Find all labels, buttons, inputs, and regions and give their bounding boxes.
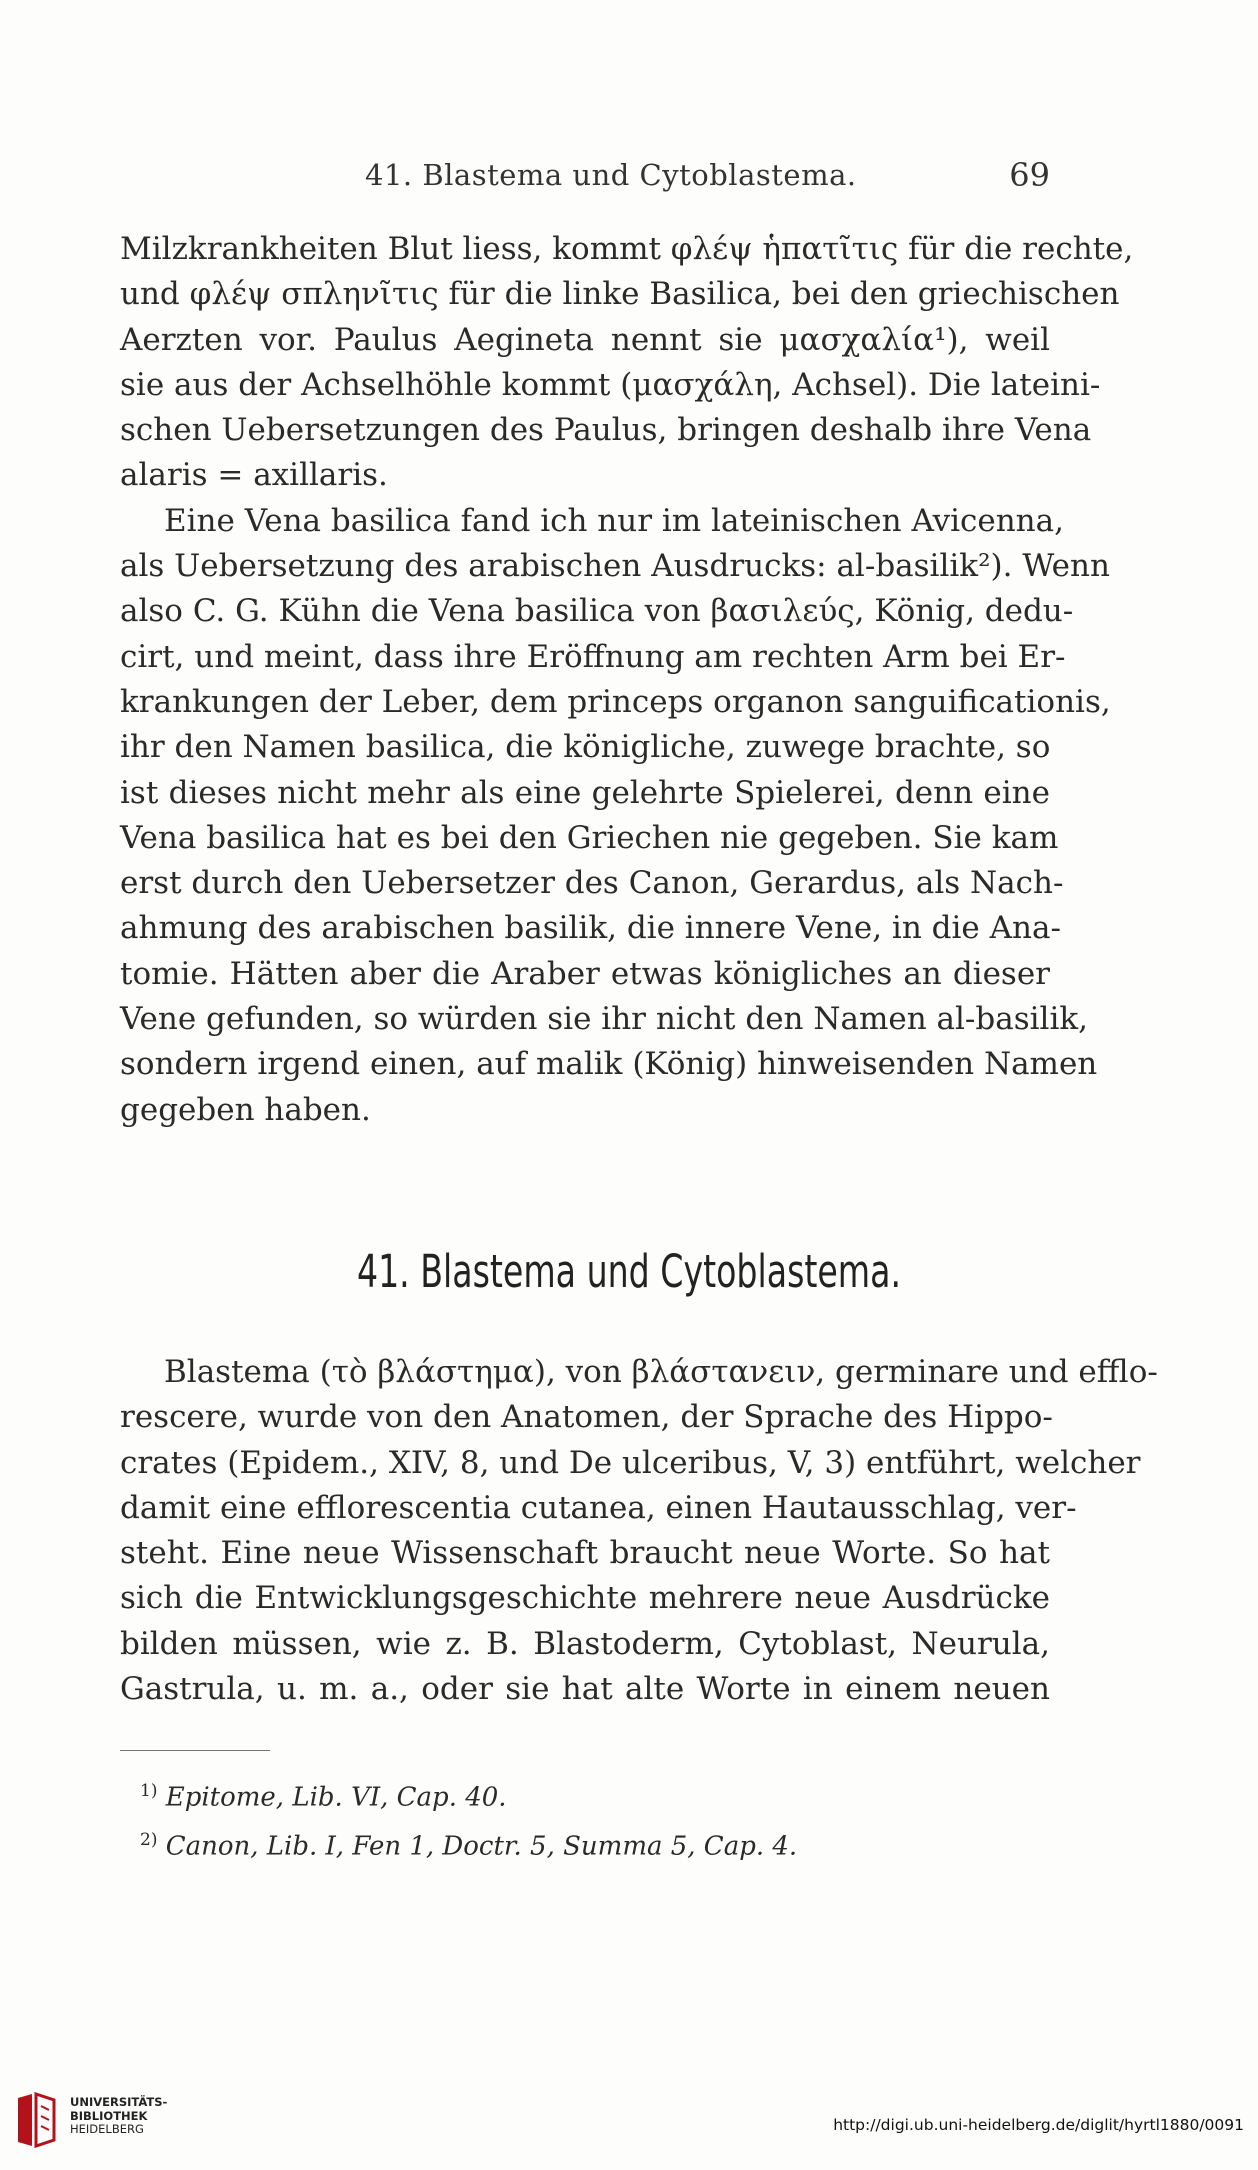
text-line: Vene gefunden, so würden sie ihr nicht den Namen al-basilik, — [120, 1001, 1089, 1038]
footnote-text: Epitome, Lib. VI, Cap. 40. — [165, 1782, 507, 1813]
logo-line: HEIDELBERG — [70, 2122, 144, 2136]
text-line: sondern irgend einen, auf malik (König) hinweisenden Namen — [120, 1046, 1098, 1083]
text-line: steht. Eine neue Wissenschaft braucht neue Worte. So hat — [120, 1535, 1050, 1572]
text-line: alaris = axillaris. — [120, 457, 388, 494]
footnotes — [140, 1770, 940, 1867]
text-line: bilden müssen, wie z. B. Blastoderm, Cytoblast, Neurula, — [120, 1625, 1050, 1662]
text-line: crates (Epidem., XIV, 8, und De ulceribus, V, 3) entführt, welcher — [120, 1444, 1141, 1481]
text-line: Blastema (τὸ βλάστημα), von βλάστανειν, germinare und efflo- — [164, 1354, 1158, 1390]
library-logo[interactable] — [12, 2090, 168, 2160]
text-line: Vena basilica hat es bei den Griechen nie gegeben. Sie kam — [120, 819, 1059, 856]
text-line: sie aus der Achselhöhle kommt (μασχάλη, Achsel). Die lateini- — [120, 366, 1101, 403]
text-line: erst durch den Uebersetzer des Canon, Gerardus, als Nach- — [120, 865, 1064, 902]
text-line: schen Uebersetzungen des Paulus, bringen deshalb ihre Vena — [120, 412, 1092, 449]
text-line: tomie. Hätten aber die Araber etwas königliches an dieser — [120, 955, 1050, 992]
text-line: also C. G. Kühn die Vena basilica von βασιλεύς, König, dedu- — [120, 593, 1074, 630]
text-line: ahmung des arabischen basilik, die innere Vene, in die Ana- — [120, 910, 1061, 947]
footnote — [140, 1770, 940, 1819]
text-line: gegeben haben. — [120, 1091, 371, 1128]
library-footer — [0, 2080, 1258, 2170]
text-line: krankungen der Leber, dem princeps organon sanguificationis, — [120, 683, 1111, 720]
text-line: damit eine efflorescentia cutanea, einen Hautausschlag, ver- — [120, 1489, 1077, 1526]
footnote-mark: 2) — [140, 1829, 158, 1850]
text-line: Aerzten vor. Paulus Aegineta nennt sie μασχαλία¹), weil — [120, 321, 1050, 358]
text-line: Milzkrankheiten Blut liess, kommt φλέψ ἡπατῖτις für die rechte, — [120, 231, 1134, 267]
logo-line: BIBLIOTHEK — [70, 2108, 148, 2123]
running-head-title: 41. Blastema und Cytoblastema. — [365, 158, 857, 192]
footnote — [140, 1819, 940, 1868]
university-seal-icon — [12, 2090, 60, 2150]
text-line: ist dieses nicht mehr als eine gelehrte Spielerei, denn eine — [120, 774, 1050, 811]
footnote-divider — [120, 1750, 270, 1751]
page-number: 69 — [1009, 156, 1050, 194]
footnote-text: Canon, Lib. I, Fen 1, Doctr. 5, Summa 5, Cap. 4. — [165, 1831, 798, 1862]
section-heading: 41. Blastema und Cytoblastema. — [356, 1245, 902, 1298]
text-line: ihr den Namen basilica, die königliche, zuwege brachte, so — [120, 729, 1051, 766]
logo-line: UNIVERSITÄTS- — [70, 2095, 168, 2109]
text-line: sich die Entwicklungsgeschichte mehrere neue Ausdrücke — [120, 1580, 1050, 1617]
text-line: cirt, und meint, dass ihre Eröffnung am rechten Arm bei Er- — [120, 638, 1066, 675]
text-line: als Uebersetzung des arabischen Ausdrucks: al-basilik²). Wenn — [120, 548, 1110, 585]
text-line: Eine Vena basilica fand ich nur im lateinischen Avicenna, — [164, 502, 1064, 539]
text-line: rescere, wurde von den Anatomen, der Sprache des Hippo- — [120, 1399, 1053, 1436]
body-text-top — [120, 227, 1134, 1133]
logo-text — [70, 2096, 167, 2137]
body-text-bottom — [120, 1350, 1158, 1712]
text-line: Gastrula, u. m. a., oder sie hat alte Worte in einem neuen — [120, 1671, 1050, 1708]
source-url-link[interactable]: http://digi.ub.uni-heidelberg.de/diglit/hyrtl1880/0091 — [833, 2116, 1244, 2134]
text-line: und φλέψ σπληνῖτις für die linke Basilica, bei den griechischen — [120, 276, 1120, 313]
footnote-mark: 1) — [140, 1781, 158, 1801]
